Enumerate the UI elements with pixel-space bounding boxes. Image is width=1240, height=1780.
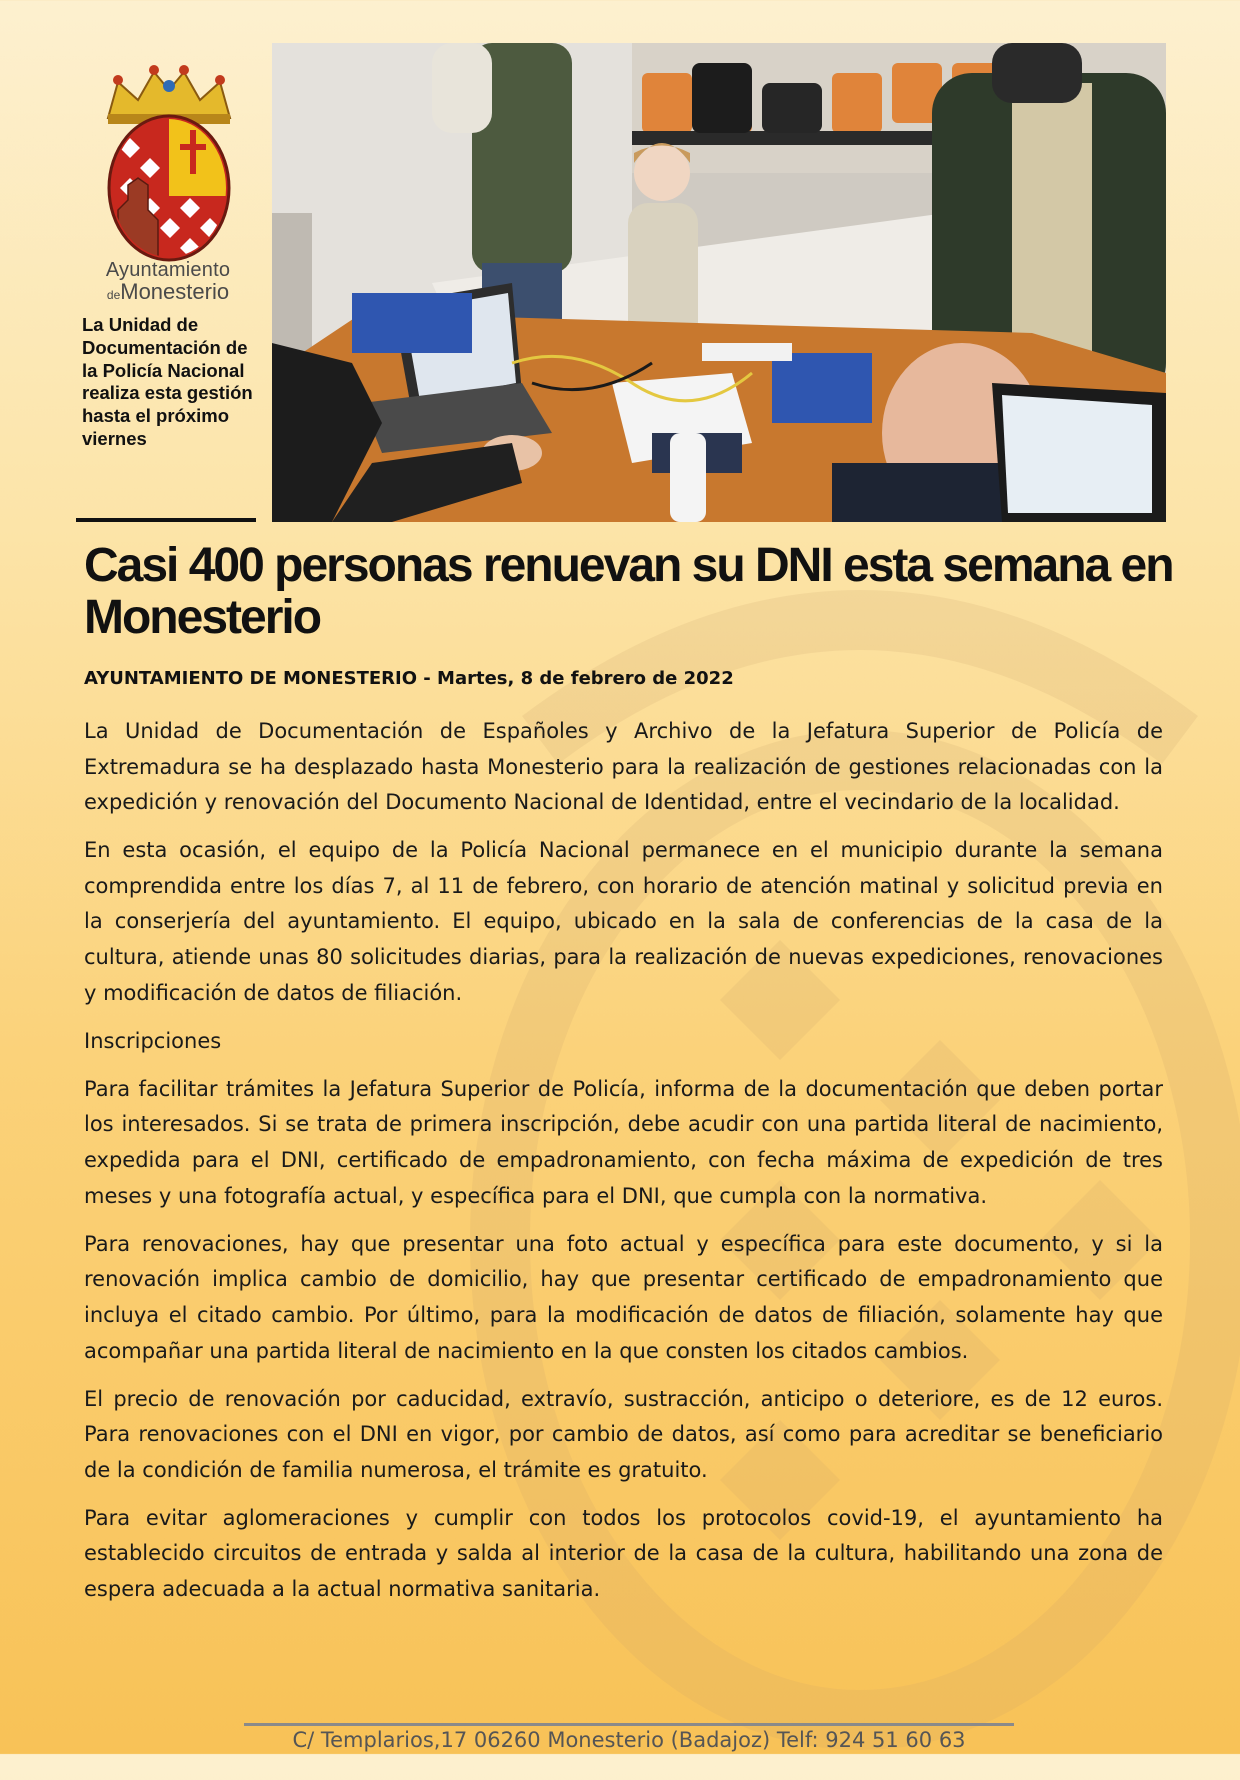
footer-divider (244, 1723, 1014, 1726)
wordmark-line-1: Ayuntamiento (105, 259, 231, 281)
paragraph: Para evitar aglomeraciones y cumplir con todos los protocolos covid-19, el ayuntamiento ha establecido circuitos de entrada y salda al interior de la casa de la cultura, habilitando una zona de espera adecuada a la actual normativa sanitaria. (84, 1505, 1163, 1602)
wordmark-line-2 (78, 281, 258, 303)
paragraph: El precio de renovación por caducidad, extravío, sustracción, anticipo o deteriore, es de 12 euros. Para renovaciones con el DNI en vigor, por cambio de datos, así como para acreditar se beneficiario de la condición de familia numerosa, el trámite es gratuito. (84, 1386, 1163, 1482)
article-photo (272, 43, 1166, 522)
paragraph: Para renovaciones, hay que presentar una foto actual y específica para este documento, y si la renovación implica cambio de domicilio, hay que presentar certificado de empadronamiento que incluya el citado cambio. Por último, para la modificación de datos de filiación, solamente hay que acompañar una partida literal de nacimiento en la que consten los citados cambios. (84, 1231, 1163, 1363)
paragraph: En esta ocasión, el equipo de la Policía Nacional permanece en el municipio durante la semana comprendida entre los días 7, al 11 de febrero, con horario de atención matinal y solicitud previa en la conserjería del ayuntamiento. El equipo, ubicado en la sala de conferencias de la casa de la cultura, atiende unas 80 solicitudes diarias, para la realización de nuevas expediciones, renovaciones y modificación de datos de filiación. (84, 838, 1163, 1005)
dni-office-photo (272, 43, 1166, 522)
paragraph: La Unidad de Documentación de Españoles y Archivo de la Jefatura Superior de Policía de Extremadura se ha desplazado hasta Monesterio para la realización de gestiones relacionadas con la expedición y renovación del Documento Nacional de Identidad, entre el vecindario de la localidad. (84, 719, 1163, 815)
article-byline: AYUNTAMIENTO DE MONESTERIO - Martes, 8 de febrero de 2022 (84, 668, 734, 689)
article-subtitle: La Unidad de Documentación de la Policía Nacional realiza esta gestión hasta el próximo viernes (82, 314, 253, 449)
article-body (84, 714, 1163, 1620)
footer-address: C/ Templarios,17 06260 Monesterio (Badajoz) Telf: 924 51 60 63 (292, 1728, 966, 1752)
section-heading: Inscripciones (84, 1028, 222, 1053)
paragraph: Para facilitar trámites la Jefatura Superior de Policía, informa de la documentación que deben portar los interesados. Si se trata de primera inscripción, debe acudir con una partida literal de nacimiento, expedida para el DNI, certificado de empadronamiento, con fecha máxima de expedición de tres meses y una fotografía actual, y específica para el DNI, que cumpla con la normativa. (84, 1076, 1163, 1208)
article-headline: Casi 400 personas renuevan su DNI esta semana en Monesterio (84, 539, 1173, 644)
subtitle-divider (76, 518, 256, 522)
wordmark-prefix: de (106, 288, 121, 302)
wordmark-name: Monesterio (120, 279, 230, 304)
municipality-wordmark (78, 260, 258, 303)
